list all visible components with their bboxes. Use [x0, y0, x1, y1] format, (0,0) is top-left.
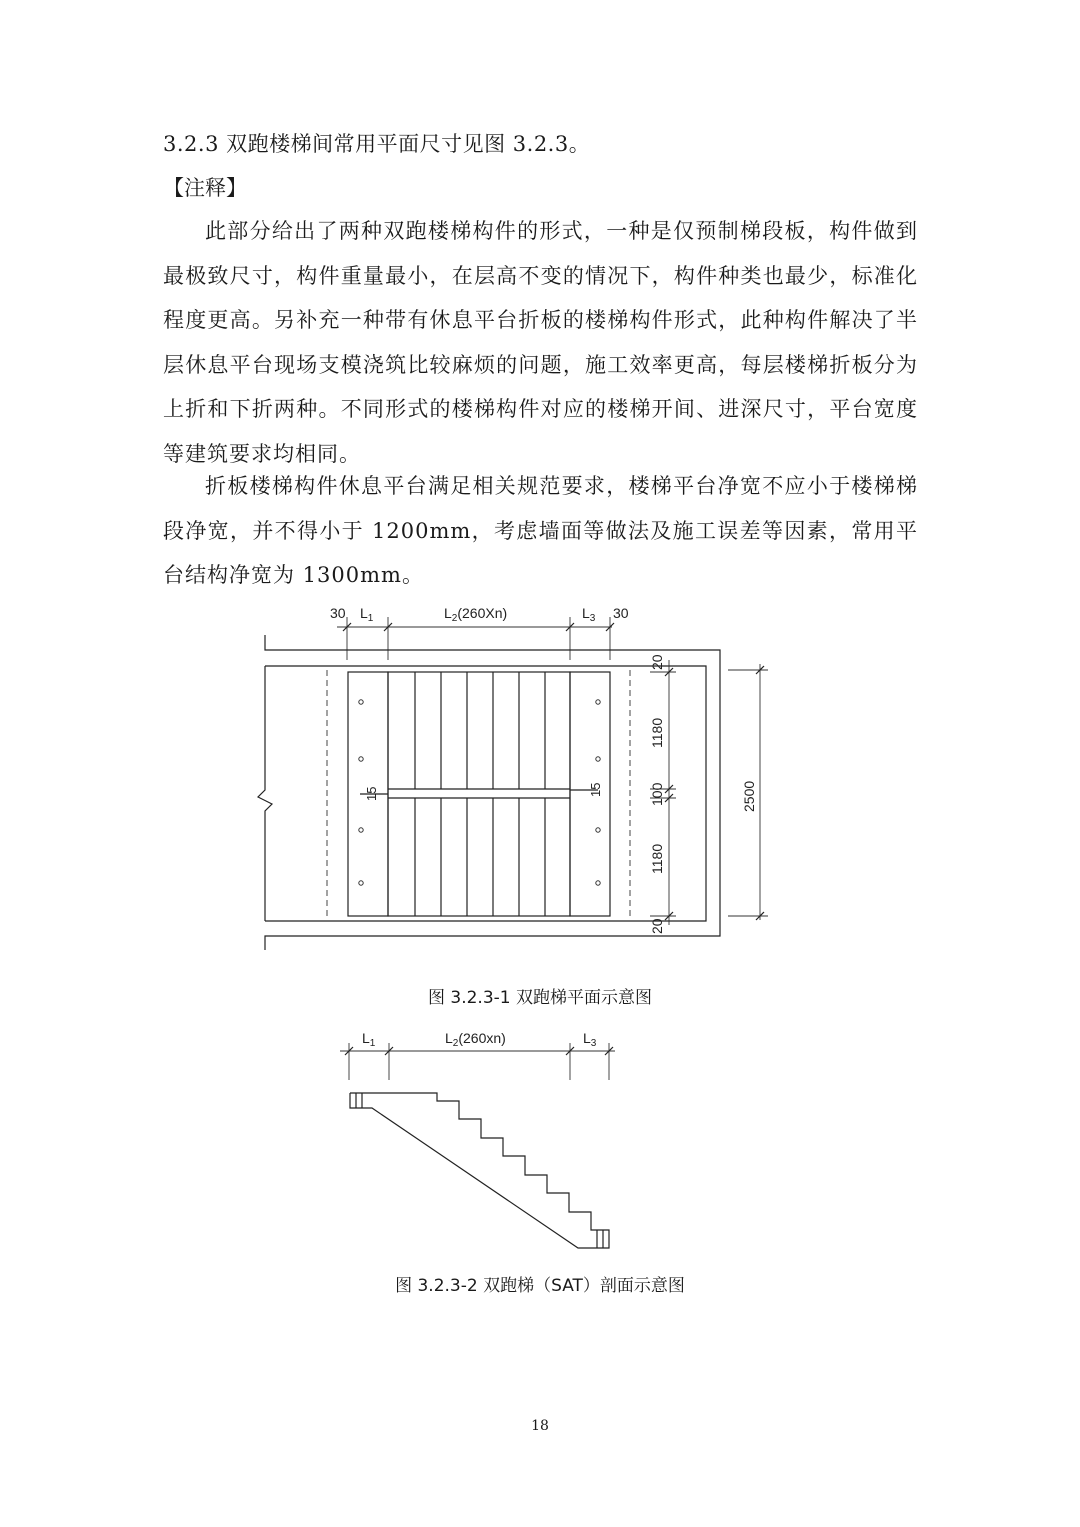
section-heading: 3.2.3 双跑楼梯间常用平面尺寸见图 3.2.3。 [163, 132, 591, 156]
section-dim-l2: $L_2(260xn)$ [445, 1030, 506, 1049]
dim-l2: $L_2(260Xn)$ [444, 605, 508, 624]
note-label: 【注释】 [163, 176, 247, 200]
section-dim-l1: $L_1$ [362, 1030, 376, 1049]
dim-1180-bottom: 1180 [649, 843, 665, 874]
dim-100: 100 [649, 782, 665, 806]
dim-30-right: 30 [613, 605, 629, 621]
dim-1180-top: 1180 [649, 717, 665, 748]
landing-mark-right: 15 [588, 782, 603, 797]
figure-2-caption: 图 3.2.3-2 双跑梯（SAT）剖面示意图 [395, 1276, 685, 1296]
stair-plan-figure [258, 605, 768, 950]
dim-l3: $L_3$ [582, 605, 596, 624]
dim-l1: $L_1$ [360, 605, 374, 624]
dim-2500: 2500 [741, 780, 757, 812]
stair-section-figure [340, 1030, 615, 1248]
landing-mark-left: 15 [364, 786, 379, 801]
figure-1-caption: 图 3.2.3-1 双跑梯平面示意图 [427, 988, 652, 1008]
dim-20-top: 20 [649, 654, 665, 670]
paragraph-1: 此部分给出了两种双跑楼梯构件的形式，一种是仅预制梯段板，构件做到最极致尺寸，构件重量最小，在层高不变的情况下，构件种类也最少，标准化程度更高。另补充一种带有休息平台折板的楼梯构件形式，此种构件解决了半层休息平台现场支模浇筑比较麻烦的问题，施工效率更高，每层楼梯折板分为上折和下折两种。不同形式的楼梯构件对应的楼梯开间、进深尺寸，平台宽度等建筑要求均相同。 [163, 219, 918, 466]
page-number: 18 [531, 1418, 549, 1434]
dim-20-bottom: 20 [649, 918, 665, 934]
section-dim-l3: $L_3$ [583, 1030, 597, 1049]
dim-30-left: 30 [330, 605, 346, 621]
paragraph-2: 折板楼梯构件休息平台满足相关规范要求，楼梯平台净宽不应小于楼梯梯段净宽，并不得小于 1200mm，考虑墙面等做法及施工误差等因素，常用平台结构净宽为 1300mm。 [163, 474, 918, 587]
